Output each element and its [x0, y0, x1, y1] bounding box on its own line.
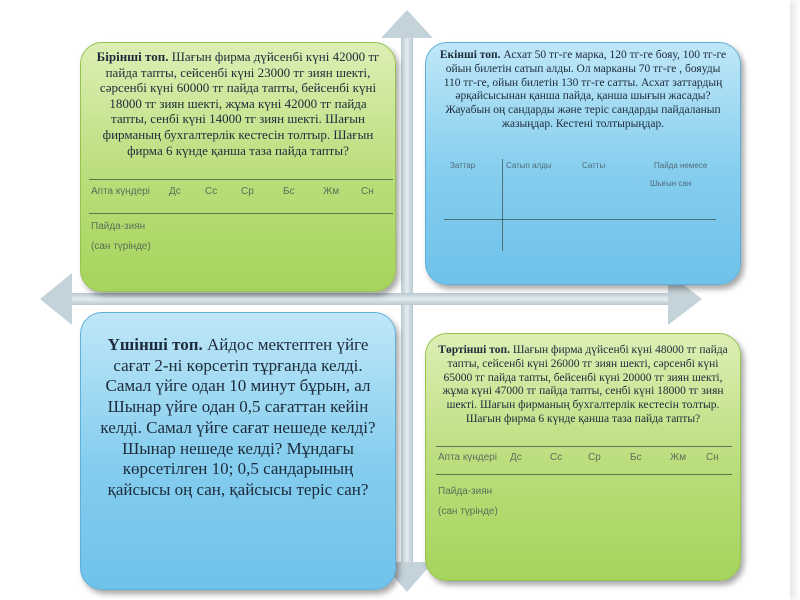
table-header-cell: Жм — [670, 452, 687, 463]
group4-text — [426, 334, 740, 427]
group4-title: Төртінші топ. — [438, 344, 513, 356]
group2-title: Екінші топ. — [439, 49, 504, 61]
table-header-cell: Сатып алды — [506, 161, 552, 170]
table-line — [444, 219, 716, 220]
table-row-label: (сан түрінде) — [438, 506, 498, 517]
table-header-cell: Сн — [361, 186, 374, 197]
table-header-cell: Сс — [550, 452, 563, 463]
group1-title: Бірінші топ. — [96, 49, 172, 64]
table-header-cell: Сатты — [582, 161, 606, 170]
table-row-label: Пайда-зиян — [438, 486, 493, 497]
group3-text — [81, 313, 395, 501]
group3-card — [80, 312, 396, 590]
table-row-label: Пайда-зиян — [91, 221, 146, 232]
group2-card — [425, 42, 741, 285]
group1-card — [80, 42, 396, 292]
group4-body: Шағын фирма дүйсенбі күні 48000 тг пайда тапты, сейсенбі күні 26000 тг зиян шекті, сәрсенбі күні 65000 тг пайда тапты, бейсенбі күні 20000 тг зиян шекті, жұма күні 47000 тг пайда тапты, сенбі күні 18000 тг зиян шекті. Шағын фирманың бухгалтерлік кестесін толтыр. Шағын фирма 6 күнде қанша таза пайда тапты? — [442, 344, 728, 425]
table-header-cell: Сс — [205, 186, 218, 197]
group1-body: Шағын фирма дүйсенбі күні 42000 тг пайда тапты, сейсенбі күні 23000 тг зиян шекті, сәрсенбі күні 60000 тг пайда тапты, бейсенбі күні 18000 тг зиян шекті, жұма күні 42000 тг пайда тапты, сенбі күні 14000 тг зиян шекті. Шағын фирманың бухгалтерлік кестесін толтыр. Шағын фирма 6 күнде қанша таза пайда тапты? — [99, 49, 380, 158]
table-header-cell: Дс — [169, 186, 181, 197]
group4-card — [425, 333, 741, 581]
group2-body: Асхат 50 тг-ге марка, 120 тг-ге бояу, 100 тг-ге ойын билетін сатып алды. Ол марканы 70 тг-ге , бояуды 110 тг-ге, ойын билетін 130 тг-ге сатты. Асхат заттардың әрқайсысынан қанша пайда, қанша шығын жасады? Жауабын оң сандарды және теріс сандарды пайдаланып жазыңдар. Кестені толтырыңдар. — [443, 49, 727, 130]
table-row-label: (сан түрінде) — [91, 241, 151, 252]
table-header-cell: Бс — [283, 186, 295, 197]
group3-title: Үшінші топ. — [107, 335, 208, 354]
table-header-cell: Пайда немесе — [654, 161, 708, 170]
table-header-cell: Сн — [706, 452, 719, 463]
table-header-cell: Жм — [323, 186, 340, 197]
table-line — [502, 159, 503, 251]
table-header-cell: Шығын сан — [650, 179, 692, 188]
table-line — [436, 446, 732, 447]
table-header-cell: Апта күндері — [438, 452, 497, 463]
table-header-cell: Апта күндері — [91, 186, 150, 197]
table-line — [436, 474, 732, 475]
group2-text — [426, 43, 740, 132]
table-line — [89, 213, 393, 214]
table-header-cell: Ср — [241, 186, 254, 197]
group1-text — [81, 43, 395, 158]
table-header-cell: Дс — [510, 452, 522, 463]
table-header-cell: Бс — [630, 452, 642, 463]
group3-body: Айдос мектептен үйге сағат 2-ні көрсетіп тұрғанда келді. Самал үйге одан 10 минут бұрын, ал Шынар үйге одан 0,5 сағаттан кейін келді. Самал үйге сағат нешеде келді? Шынар нешеде келді? Мұндағы көрсетілген 10; 0,5 сандарының қайсысы оң сан, қайсысы теріс сан? — [100, 335, 376, 500]
table-line — [89, 179, 393, 180]
table-header-cell: Ср — [588, 452, 601, 463]
table-header-cell: Заттар — [450, 161, 476, 170]
